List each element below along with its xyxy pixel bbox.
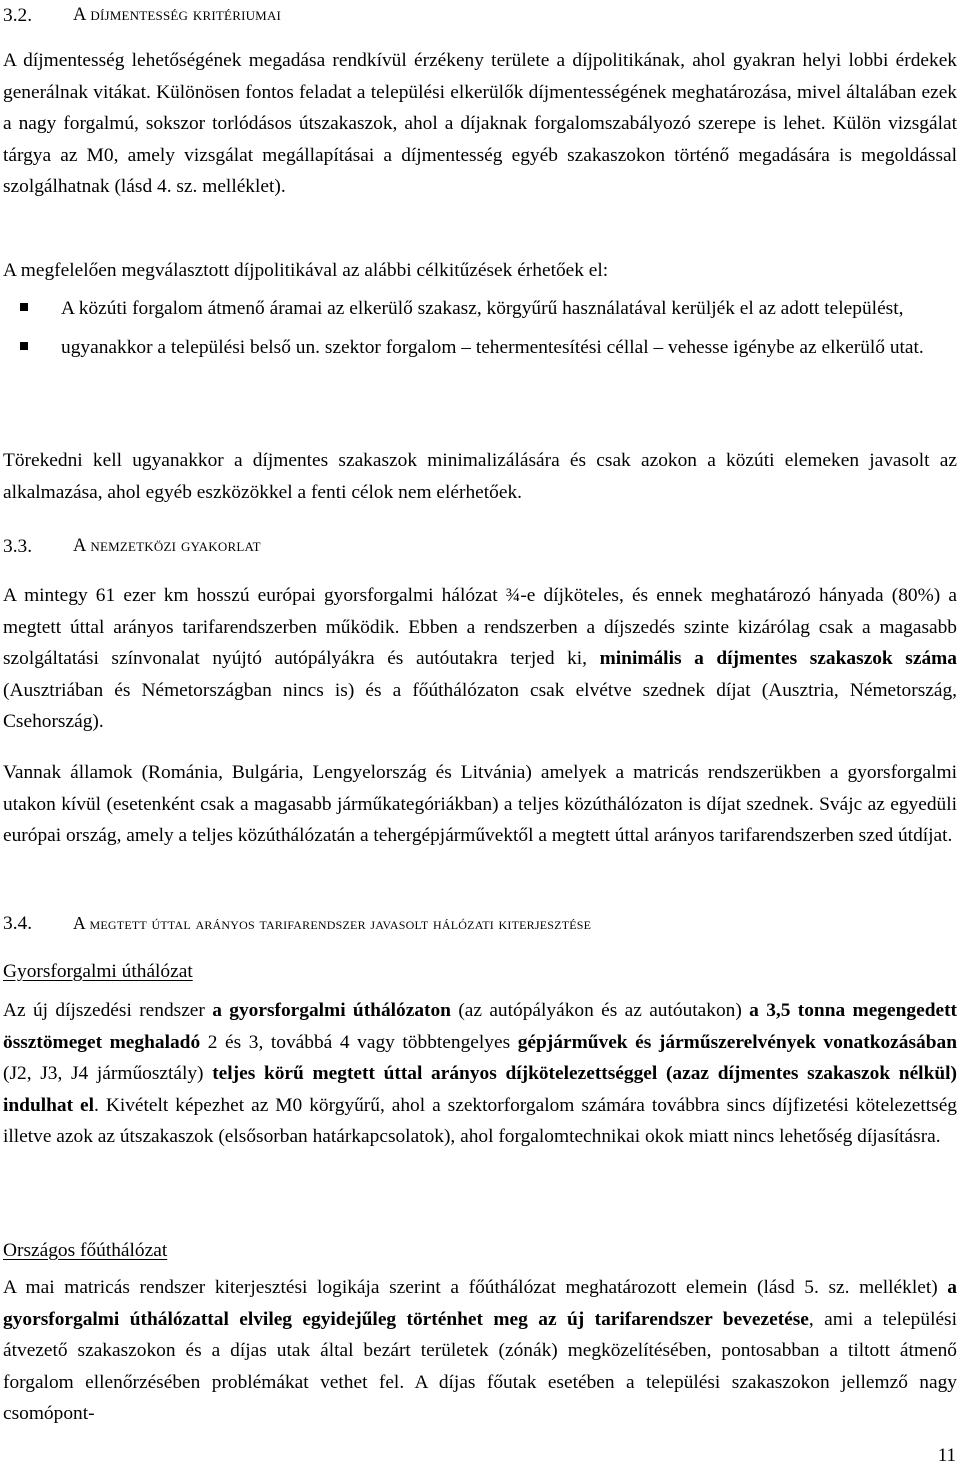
subheading: Országos főúthálózat: [3, 1240, 168, 1261]
section-heading-3-4: [3, 908, 957, 939]
paragraph: A megfelelően megválasztott díjpolitikával az alábbi célkitűzések érhetőek el:: [3, 260, 609, 281]
square-bullet-icon: [20, 342, 28, 350]
section-number: 3.3.: [3, 536, 33, 557]
list-item: [3, 332, 957, 364]
bold-text-run: a gyorsforgalmi úthálózattal elvileg egyidejűleg történhet meg az új tarifarendszer bevezetése: [3, 1277, 957, 1330]
list-item-text: A közúti forgalom átmenő áramai az elkerülő szakasz, körgyűrű használatával kerüljék el az adott települést,: [61, 298, 904, 319]
section-number: 3.2.: [3, 5, 33, 26]
bold-text-run: a gyorsforgalmi úthálózaton: [212, 1000, 451, 1021]
section-number: 3.4.: [3, 913, 33, 934]
bullet-list: [3, 293, 957, 363]
paragraph: A díjmentesség lehetőségének megadása rendkívül érzékeny területe a díjpolitikának, ahol gyakran helyi lobbi érdekek generálnak vitákat. Különösen fontos feladat a települési elkerülők díjmentességének meghatározása, mivel általában ezek a nagy forgalmú, sokszor torlódásos útszakaszok, ahol a díjaknak forgalomszabályozó szerepe is lehet. Külön vizsgálat tárgya az M0, amely vizsgálat megállapításai a díjmentesség egyéb szakaszokon történő megadására is megoldással szolgálhatnak (lásd 4. sz. melléklet).: [3, 50, 957, 197]
text-run: 2 és 3, továbbá 4 vagy többtengelyes: [200, 1031, 518, 1053]
text-run: (az autópályákon és az autóutakon): [450, 1000, 750, 1021]
paragraph: Vannak államok (Románia, Bulgária, Lengyelország és Litvánia) amelyek a matricás rendszerükben a gyorsforgalmi utakon kívül (esetenként csak a magasabb járműkategóriákban) a teljes közúthálózaton is díjat szednek. Svájc az egyedüli európai ország, amely a teljes közúthálózatán a tehergépjárművektől a megtett úttal arányos tarifarendszerben szed útdíjat.: [3, 762, 957, 846]
text-run: A mintegy 61 ezer km hosszú európai gyorsforgalmi hálózat ¾-e díjköteles, és ennek meghatározó hányada (80%) a megtett úttal arányos tarifarendszerben működik. Ebben a rendszerben a díjszedés szinte kizárólag csak a magasabb szolgáltatási színvonalat nyújtó autópályákra és autóutakra terjed ki,: [3, 585, 957, 669]
paragraph: [3, 1272, 957, 1430]
page-number: 11: [937, 1445, 956, 1466]
section-heading-3-3: [3, 531, 957, 562]
section-title: A nemzetközi gyakorlat: [73, 536, 261, 556]
section-heading-3-2: [3, 0, 957, 31]
section-title: A díjmentesség kritériumai: [73, 5, 282, 25]
paragraph: [3, 995, 957, 1153]
paragraph: Törekedni kell ugyanakkor a díjmentes szakaszok minimalizálására és csak azokon a közúti elemeken javasolt az alkalmazása, ahol egyéb eszközökkel a fenti célok nem elérhetőek.: [3, 450, 957, 503]
bold-text-run: a 3,5 tonna megengedett össztömeget meghaladó: [3, 1000, 957, 1053]
text-run: . Kivételt képezhet az M0 körgyűrű, ahol a szektorforgalom számára továbbra sincs díjfizetési kötelezettség illetve azok az útszakaszok (elsősorban határkapcsolatok), ahol forgalomtechnikai okok miatt nincs lehetőség díjasításra.: [3, 1094, 957, 1147]
section-title: A megtett úttal arányos tarifarendszer javasolt hálózati kiterjesztése: [73, 913, 592, 933]
subheading: Gyorsforgalmi úthálózat: [3, 961, 193, 982]
bold-text-run: teljes körű megtett úttal arányos díjkötelezettséggel (azaz díjmentes szakaszok nélkül) indulhat el: [3, 1063, 957, 1116]
text-run: Az új díjszedési rendszer: [3, 1000, 213, 1021]
text-run: A mai matricás rendszer kiterjesztési logikája szerint a főúthálózat meghatározott elemein (lásd 5. sz. melléklet): [3, 1277, 948, 1298]
list-item-text: ugyanakkor a települési belső un. szektor forgalom – tehermentesítési céllal – vehesse igénybe az elkerülő utat.: [61, 336, 924, 358]
list-item: [3, 293, 957, 325]
text-run: (Ausztriában és Németországban nincs is) és a főúthálózaton csak elvétve szednek díjat (Ausztria, Németország, Csehország).: [3, 679, 957, 732]
bold-text-run: gépjárművek és járműszerelvények vonatkozásában: [517, 1031, 957, 1053]
text-run: , ami a települési átvezető szakaszokon és a díjas utak által bezárt területek (zónák) megközelítésében, pontosabban a tiltott átmenő forgalom ellenőrzésében problémákat vethet fel. A díjas főutak esetében a települési szakaszokon jellemző nagy csomópont-: [3, 1308, 957, 1424]
text-run: (J2, J3, J4 járműosztály): [3, 1063, 213, 1084]
bold-text-run: minimális a díjmentes szakaszok száma: [599, 648, 957, 669]
paragraph: [3, 580, 957, 738]
square-bullet-icon: [20, 303, 28, 311]
